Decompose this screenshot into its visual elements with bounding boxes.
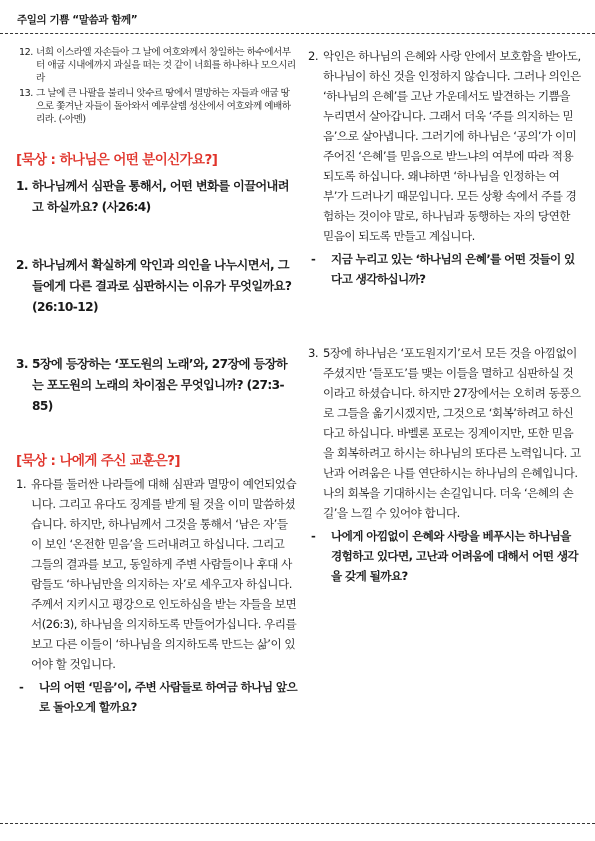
verse-text: 너희 이스라엘 자손들아 그 날에 여호와께서 창일하는 하수에서부터 애굽 시내에까지 과실을 떠는 것 같이 너희를 하나하나 모으시리라 [36,47,296,84]
lesson-number: 1. [16,477,27,491]
question-text: 하나님께서 심판을 통해서, 어떤 변화를 이끌어내려고 하실까요? (사26:4) [32,179,289,214]
section-heading-lesson: [묵상 : 나에게 주신 교훈은?] [16,453,180,469]
lesson-3 [308,343,582,523]
top-dashed-divider [0,33,595,34]
lesson-1 [16,474,298,674]
lesson-text: 5장에 하나님은 ‘포도원지기’로서 모든 것을 아낌없이 주셨지만 ‘들포도’를 맺는 이들을 멸하고 심판하실 것이라고 하셨습니다. 하지만 27장에서는 오히려 동풍으로 그들을 옮기시겠지만, 그것으로 ‘회복’하려고 하신다고 하십니다. 바벨론 포로는 징계이지만, 또한 믿음을 회복하려고 하시는 하나님의 또다른 노력입니다. 고난과 어려움은 나를 연단하시는 하나님의 은혜입니다. 나의 회복을 기대하시는 손길입니다. 더욱 ‘은혜의 손길’을 느낄 수 있어야 합니다. [323,346,581,520]
lesson-text: 악인은 하나님의 은혜와 사랑 안에서 보호함을 받아도, 하나님이 하신 것을 인정하지 않습니다. 그러나 의인은 ‘하나님의 은혜’를 고난 가운데서도 발견하는 기쁨을 누리면서 살아갑니다. 그래서 더욱 ‘주를 의지하는 믿음’으로 살아냅니다. 그러기에 하나님은 ‘공의’가 이미 주어진 ‘은혜’를 믿음으로 받느냐의 여부에 따라 적용되도록 하십니다. 왜냐하면 ‘하나님을 인정하는 여부’가 드러나기 때문입니다. 모든 상황 속에서 주를 경험하는 것이야 말로, 하나님과 동행하는 자의 당연한 믿음이 되도록 만들고 계십니다. [323,49,581,243]
verse-12 [16,46,298,85]
reflection-text: 지금 누리고 있는 ‘하나님의 은혜’를 어떤 것들이 있다고 생각하십니까? [331,252,575,286]
reflection-text: 나의 어떤 ‘믿음’이, 주변 사람들로 하여금 하나님 앞으로 돌아오게 할까요? [39,680,298,714]
reflection-question-1 [16,677,298,717]
page-header: 주일의 기쁨 “말씀과 함께” [17,14,138,26]
verse-text: 그 날에 큰 나팔을 불리니 앗수르 땅에서 멸망하는 자들과 애굽 땅으로 쫓겨난 자들이 돌아와서 예루살렘 성산에서 여호와께 예배하리라. (-아멘) [36,88,291,125]
reflection-question-3 [308,526,582,586]
question-1 [16,176,298,218]
lesson-number: 3. [308,346,319,360]
lesson-2 [308,46,582,246]
verse-number: 13. [19,88,33,99]
question-number: 1. [16,179,28,193]
question-2 [16,255,298,318]
dash-marker: - [19,680,24,694]
lesson-number: 2. [308,49,319,63]
right-column [308,46,582,586]
verse-13 [16,87,298,126]
question-number: 3. [16,357,28,371]
question-text: 5장에 등장하는 ‘포도원의 노래’와, 27장에 등장하는 포도원의 노래의 차이점은 무엇입니까? (27:3-85) [32,357,288,413]
question-text: 하나님께서 확실하게 악인과 의인을 나누시면서, 그들에게 다른 결과로 심판하시는 이유가 무엇일까요? (26:10-12) [32,258,292,314]
dash-marker: - [311,529,316,543]
reflection-question-2 [308,249,582,289]
question-3 [16,354,298,417]
lesson-text: 유다를 둘러싼 나라들에 대해 심판과 멸망이 예언되었습니다. 그리고 유다도 징계를 받게 될 것을 이미 말씀하셨습니다. 하지만, 하나님께서 그것을 통해서 ‘남은 자’들이 보인 ‘온전한 믿음’을 드러내려고 하십니다. 그리고 그들의 결과를 보고, 동일하게 주변 사람들이나 후대 사람들도 ‘하나님만을 의지하는 자’로 세우고자 하십니다. 주께서 지키시고 평강으로 인도하심을 받는 자들을 보면서(26:3), 하나님을 의지하도록 만들어가십니다. 우리를 보고 다른 이들이 ‘하나님을 의지하도록 만드는 삶’이 있어야 할 것입니다. [31,477,297,671]
reflection-text: 나에게 아낌없이 은혜와 사랑을 베푸시는 하나님을 경험하고 있다면, 고난과 어려움에 대해서 어떤 생각을 갖게 될까요? [331,529,579,583]
dash-marker: - [311,252,316,266]
bottom-dashed-divider [0,823,595,824]
question-number: 2. [16,258,28,272]
verse-number: 12. [19,47,33,58]
left-column [16,46,298,717]
section-heading-god: [묵상 : 하나님은 어떤 분이신가요?] [16,152,218,168]
